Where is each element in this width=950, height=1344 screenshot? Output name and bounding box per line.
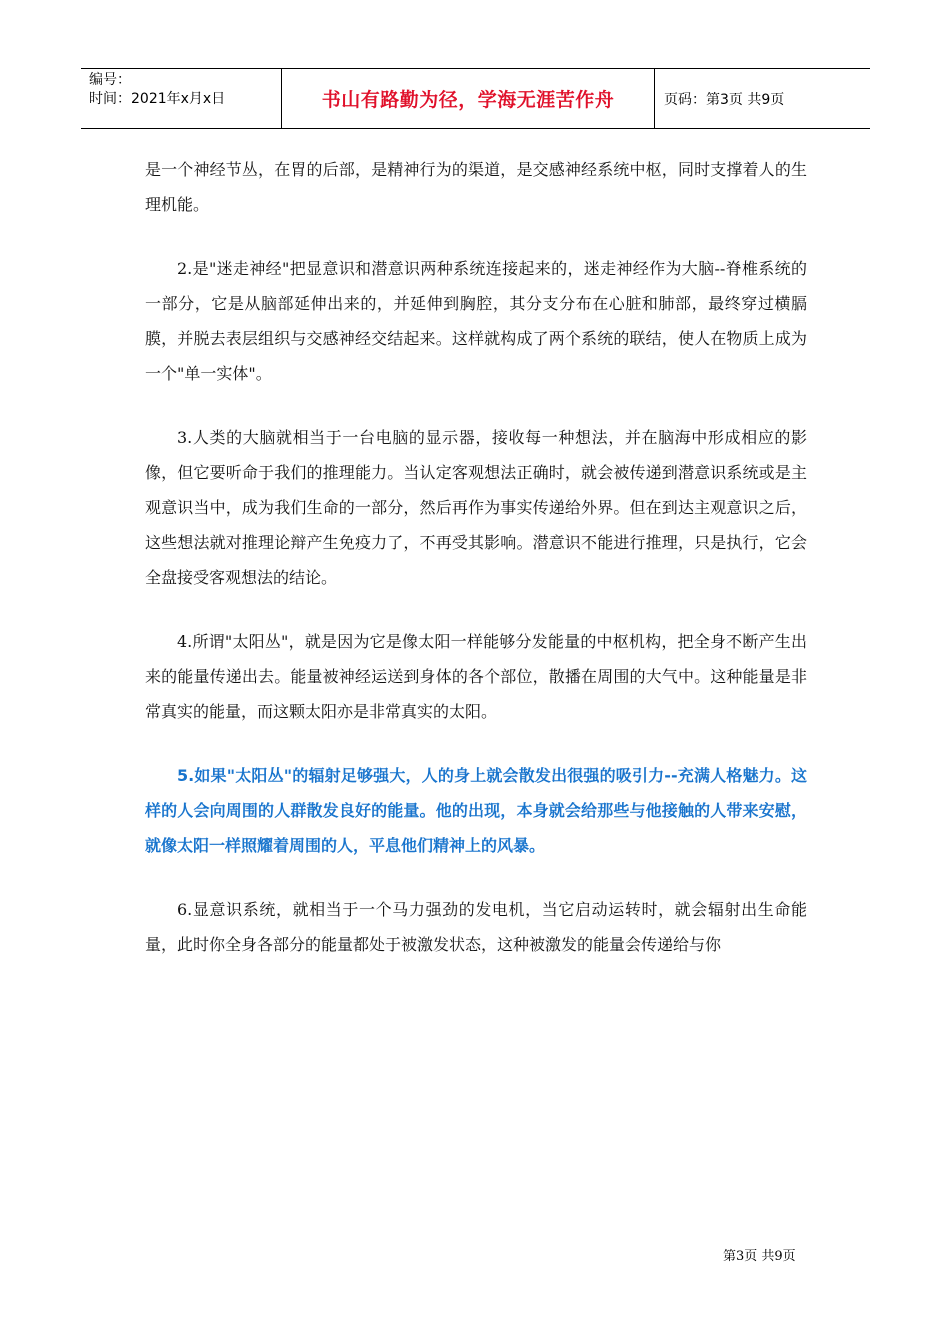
paragraph-2: 2.是"迷走神经"把显意识和潜意识两种系统连接起来的，迷走神经作为大脑--脊椎系统的一部分，它是从脑部延伸出来的，并延伸到胸腔，其分支分布在心脏和肺部，最终穿过横膈膜，并脱去表层组织与交感神经交结起来。这样就构成了两个系统的联结，使人在物质上成为一个"单一实体"。 [145,259,807,383]
page-header [81,68,870,129]
header-motto-cell [282,69,655,128]
paragraph-5-highlight: 5.如果"太阳丛"的辐射足够强大，人的身上就会散发出很强的吸引力--充满人格魅力。这样的人会向周围的人群散发良好的能量。他的出现，本身就会给那些与他接触的人带来安慰，就像太阳一样照耀着周围的人，平息他们精神上的风暴。 [145,766,807,855]
paragraph-4: 4.所谓"太阳丛"，就是因为它是像太阳一样能够分发能量的中枢机构，把全身不断产生出来的能量传递出去。能量被神经运送到身体的各个部位，散播在周围的大气中。这种能量是非常真实的能量，而这颗太阳亦是非常真实的太阳。 [145,632,807,721]
paragraph-3: 3.人类的大脑就相当于一台电脑的显示器，接收每一种想法，并在脑海中形成相应的影像，但它要听命于我们的推理能力。当认定客观想法正确时，就会被传递到潜意识系统或是主观意识当中，成为我们生命的一部分，然后再作为事实传递给外界。但在到达主观意识之后，这些想法就对推理论辩产生免疫力了，不再受其影响。潜意识不能进行推理，只是执行，它会全盘接受客观想法的结论。 [145,428,807,587]
header-page-info: 页码：第3页 共9页 [664,91,785,108]
body-content [145,152,807,991]
paragraph-6: 6.显意识系统，就相当于一个马力强劲的发电机，当它启动运转时，就会辐射出生命能量，此时你全身各部分的能量都处于被激发状态，这种被激发的能量会传递给与你 [145,900,807,954]
code-label: 编号： [89,72,131,88]
header-motto: 书山有路勤为径，学海无涯苦作舟 [321,89,615,111]
header-meta [81,69,282,128]
date-label: 时间：2021年x月x日 [89,91,226,107]
paragraph-1: 是一个神经节丛，在胃的后部，是精神行为的渠道，是交感神经系统中枢，同时支撑着人的生理机能。 [145,160,807,214]
page-footer: 第3页 共9页 [723,1249,796,1264]
header-page-cell [655,69,870,128]
